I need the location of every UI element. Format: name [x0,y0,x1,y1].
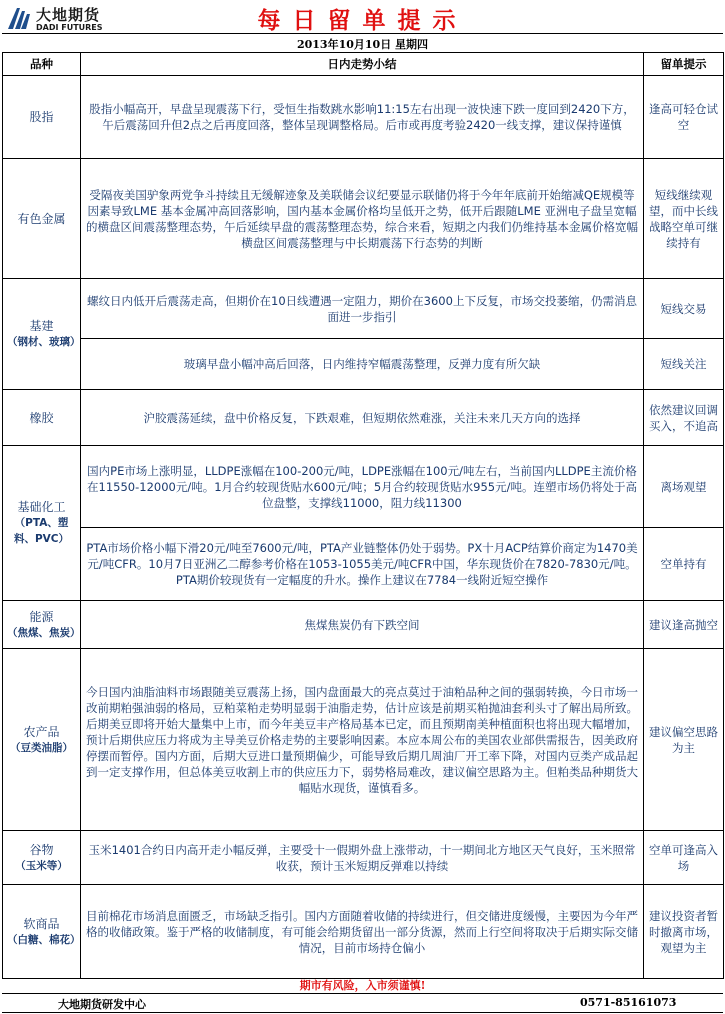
tip-cell: 逢高可轻仓试空 [644,76,724,159]
column-header-summary: 日内走势小结 [81,53,644,76]
category-cell [3,279,81,390]
summary-cell: 焦煤焦炭仍有下跌空间 [81,601,644,649]
category-cell [3,76,81,159]
table-row [3,446,724,528]
category-name: 软商品 [23,916,60,931]
category-subname: （焦煤、焦炭） [7,626,81,639]
category-subname: （豆类油脂） [10,741,73,754]
summary-cell: 国内PE市场上涨明显，LLDPE涨幅在100-200元/吨，LDPE涨幅在100元/吨左右，当前国内LLDPE主流价格在11550-12000元/吨。1月合约较现货贴水600元/吨；5月合约较现货贴水955元/吨。连塑市场仍将处于高位盘整，支撑线11000，阻力线11300 [81,446,644,528]
category-cell [3,831,81,885]
tip-cell: 建议偏空思路为主 [644,649,724,831]
table-row [3,528,724,601]
summary-cell: 玉米1401合约日内高开走小幅反弹，主要受十一假期外盘上涨带动，十一期间北方地区天气良好，玉米照常收获，预计玉米短期反弹难以持续 [81,831,644,885]
footer-bottom-rule [2,1012,723,1013]
category-subname: （PTA、塑料、PVC） [13,517,70,545]
research-center-name: 大地期货研发中心 [58,998,146,1011]
summary-cell: 玻璃早盘小幅冲高后回落，日内维持窄幅震荡整理，反弹力度有所欠缺 [81,339,644,390]
table-row [3,649,724,831]
summary-cell: 今日国内油脂油料市场跟随美豆震荡上扬，国内盘面最大的亮点莫过于油粕品种之间的强弱转换，今日市场一改前期粕强油弱的格局，豆粕菜粕走势明显弱于油脂走势，估计应该是前期买粕抛油套利头寸了解出局所致。后期美豆即将开始大量集中上市，而今年美豆丰产格局基本已定，而且预期南美种植面积也将出现大幅增加，预计后期供应压力将成为主导美豆价格走势的主要影响因素。本应本周公布的美国农业部供需报告，因美政府停摆而暂停。国内方面，后期大豆进口量预期偏少，可能导致后期几周油厂开工率下降，对国内豆类产成品起到一定支撑作用，但总体美豆收割上市的供应压力下，弱势格局难改，建议偏空思路为主。但粕类品种期货大幅贴水现货，谨慎看多。 [81,649,644,831]
table-row [3,279,724,339]
tip-cell: 建议投资者暂时撤离市场，观望为主 [644,885,724,979]
tip-cell: 短线关注 [644,339,724,390]
page-title: 每日留单提示 [257,8,468,34]
column-header-tip: 留单提示 [644,53,724,76]
tip-cell: 短线继续观望，而中长线战略空单可继续持有 [644,159,724,279]
summary-cell: 目前棉花市场消息面匮乏，市场缺乏指引。国内方面随着收储的持续进行，但交储进度缓慢，主要因为今年严格的收储政策。鉴于严格的收储制度，有可能会给期货留出一部分货源，然而上行空间将取决于后期实际交储情况，目前市场持仓偏小 [81,885,644,979]
table-header-row [3,53,724,76]
tip-cell: 离场观望 [644,446,724,528]
table-row [3,601,724,649]
table-row [3,76,724,159]
table-row [3,159,724,279]
report-table [2,52,724,979]
tip-cell: 依然建议回调买入，不追高 [644,390,724,446]
logo-chinese-name: 大地期货 [36,6,101,24]
summary-cell: PTA市场价格小幅下滑20元/吨至7600元/吨，PTA产业链整体仍处于弱势。PX十月ACP结算价商定为1470美元/吨CFR。10月7日亚洲乙二醇参考价格在1053-1055美元/吨CFR中国，华东现货价在7820-7830元/吨。PTA期价较现货有一定幅度的升水。操作上建议在7784一线附近短空操作 [81,528,644,601]
category-name: 橡胶 [29,410,54,425]
table-row [3,885,724,979]
title-underline [2,33,723,34]
logo-english-name: DADI FUTURES [36,23,103,32]
column-header-category: 品种 [3,53,81,76]
footer-rule [2,993,723,994]
category-cell [3,601,81,649]
category-name: 基础化工 [17,500,66,514]
category-name: 有色金属 [17,211,66,226]
summary-cell: 受隔夜美国驴象两党争斗持续且无缓解迹象及美联储会议纪要显示联储仍将于今年年底前开始缩减QE规模等因素导致LME 基本金属冲高回落影响，国内基本金属价格均呈低开之势，低开后跟随LME 亚洲电子盘呈宽幅的横盘区间震荡整理态势，午后延续早盘的震荡整理态势，综合来看，短期之内我们仍维持基本金属价格宽幅横盘区间震荡整理与中长期震荡下行态势的判断 [81,159,644,279]
category-name: 能源 [29,609,54,624]
category-name: 农产品 [23,724,60,739]
tip-cell: 空单可逢高入场 [644,831,724,885]
table-row [3,390,724,446]
category-name: 基建 [29,319,54,333]
category-cell [3,446,81,601]
summary-cell: 螺纹日内低开后震荡走高，但期价在10日线遭遇一定阻力，期价在3600上下反复，市场交投萎缩，仍需消息面进一步指引 [81,279,644,339]
category-subname: （钢材、玻璃） [7,336,81,348]
table-row [3,831,724,885]
table-row [3,339,724,390]
category-cell [3,649,81,831]
category-name: 股指 [29,110,54,124]
tip-cell: 建议逢高抛空 [644,601,724,649]
report-date: 2013年10月10日 星期四 [296,38,429,51]
header [0,0,725,35]
category-subname: （白糖、棉花） [7,933,81,946]
tip-cell: 短线交易 [644,279,724,339]
category-cell [3,885,81,979]
contact-phone: 0571-85161073 [580,996,677,1009]
category-subname: （玉米等） [15,859,68,872]
summary-cell: 股指小幅高开，早盘呈现震荡下行，受恒生指数跳水影响11:15左右出现一波快速下跌一度回到2420下方，午后震荡回升但2点之后再度回落，整体呈现调整格局。后市或再度考验2420一线支撑，建议保持谨慎 [81,76,644,159]
category-cell [3,159,81,279]
tip-cell: 空单持有 [644,528,724,601]
risk-notice: 期市有风险，入市须谨慎! [299,979,426,992]
category-name: 谷物 [29,842,54,857]
summary-cell: 沪胶震荡延续，盘中价格反复，下跌艰难，但短期依然难涨，关注未来几天方向的选择 [81,390,644,446]
category-cell [3,390,81,446]
